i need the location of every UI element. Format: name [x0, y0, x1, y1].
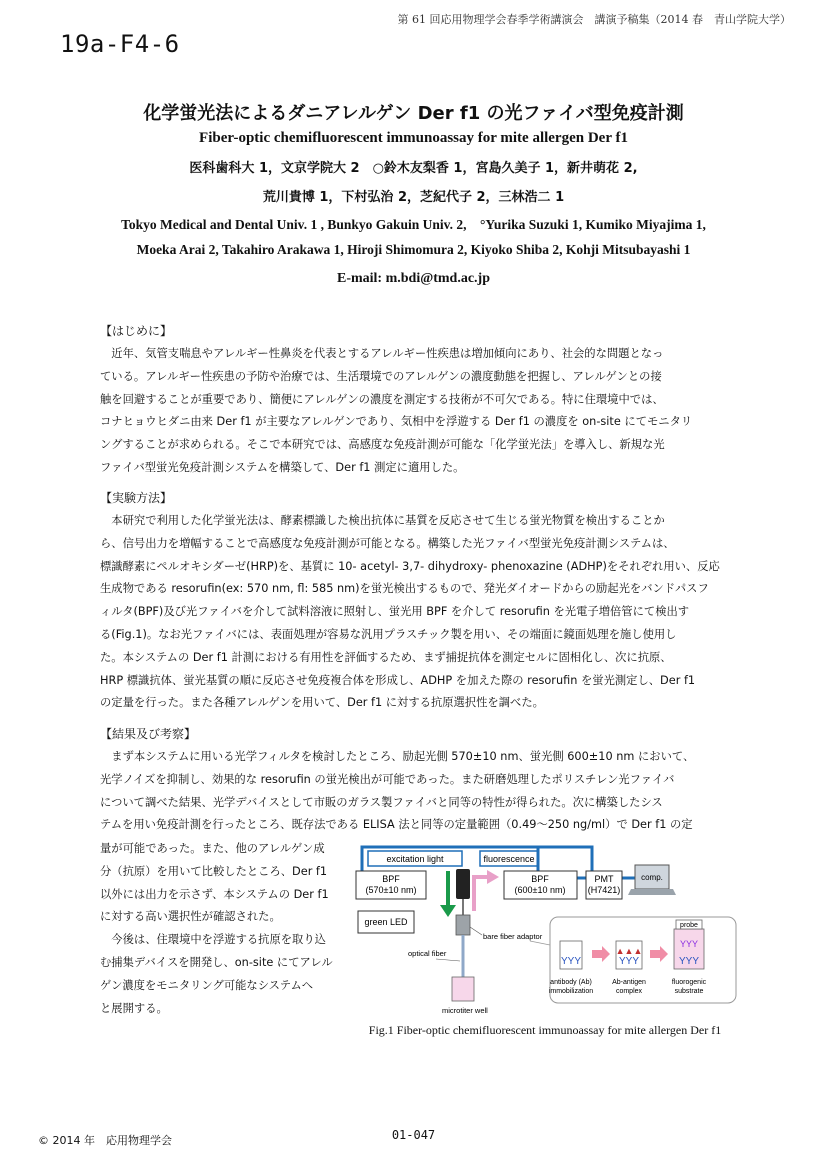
results-line: まず本システムに用いる光学フィルタを検討したところ、励起光側 570±10 nm、蛍光側 600±10 nm において、: [111, 750, 695, 763]
method-line: ら、信号出力を増幅することで高感度な免疫計測が可能となる。構築した光ファイバ型蛍光免疫計測システムは、: [100, 536, 675, 550]
method-line: の定量を行った。また各種アレルゲンを用いて、Der f1 に対する抗原選択性を調べた。: [100, 696, 544, 710]
bpf-emission-range: (600±10 nm): [514, 885, 566, 895]
fiber-leader: [436, 959, 460, 961]
pink-arrow-head: [487, 870, 499, 884]
results-heading: 【結果及び考察】: [100, 727, 197, 741]
system-diagram-figure: [354, 843, 739, 1023]
paper-id: 19a-F4-6: [60, 30, 180, 58]
adaptor-label: bare fiber adaptor: [483, 932, 543, 941]
results-line: テムを用い免疫計測を行ったところ、既存法である ELISA 法と同等の定量範囲（0.49～250 ng/ml）で Der f1 の定: [100, 818, 693, 832]
intro-line: 近年、気管支喘息やアレルギー性鼻炎を代表とするアレルギー性疾患は増加傾向にあり、社会的な問題となっ: [111, 347, 664, 360]
adaptor-leader: [470, 927, 482, 935]
authors-en-line1: Tokyo Medical and Dental Univ. 1 , Bunkyo Gakuin Univ. 2, °Yurika Suzuki 1, Kumiko Miyajima 1,: [121, 217, 706, 232]
optical-fiber-label: optical fiber: [408, 949, 447, 958]
conference-header: 第 61 回応用物理学会春季学術講演会 講演予稿集（2014 春 青山学院大学）: [397, 13, 791, 26]
bare-fiber-adaptor: [456, 915, 470, 935]
bpf-emission-label: BPF: [531, 874, 549, 884]
copyright: © 2014 年 応用物理学会: [38, 1134, 172, 1147]
system-diagram: [354, 843, 739, 1023]
title-japanese: 化学蛍光法によるダニアレルゲン Der f1 の光ファイバ型免疫計測: [143, 103, 684, 124]
microtiter-well-label: microtiter well: [442, 1006, 488, 1015]
authors-ja-line1: 医科歯科大 1，文京学院大 2 ○鈴木友梨香 1，宮島久美子 1，新井萌花 2,: [189, 161, 638, 176]
step3-label-2: substrate: [674, 988, 704, 995]
authors-ja-line2: 荒川貴博 1，下村弘治 2，芝紀代子 2，三林浩二 1: [262, 190, 565, 205]
antibody-y-icon: YYY: [560, 956, 582, 967]
intro-body: [100, 343, 730, 480]
page-number: 01-047: [391, 1128, 436, 1142]
substrate-y-icon: YYY: [678, 956, 700, 967]
title-english: Fiber-optic chemifluorescent immunoassay for mite allergen Der f1: [199, 130, 628, 146]
bpf-excitation-range: (570±10 nm): [365, 885, 417, 895]
computer-base: [628, 889, 676, 895]
method-line: 標識酵素にペルオキシダーゼ(HRP)を、基質に 10- acetyl- 3,7- dihydroxy- phenoxazine (ADHP)をそれぞれ用い、反応: [100, 559, 720, 573]
narrow-line: に対する高い選択性が確認された。: [100, 910, 281, 924]
microtiter-well: [452, 977, 474, 1001]
panel-connector: [530, 941, 550, 945]
bpf-excitation-label: BPF: [382, 874, 400, 884]
results-body: [100, 746, 730, 837]
fiber-coupler: [456, 869, 470, 899]
method-line: る(Fig.1)。なお光ファイバには、表面処理が容易な汎用プラスチック製を用い、その端面に鏡面処理を施し使用し: [100, 627, 677, 641]
authors-en-line2: Moeka Arai 2, Takahiro Arakawa 1, Hiroji Shimomura 2, Kiyoko Shiba 2, Kohji Mitsubayashi 1: [136, 242, 691, 257]
intro-heading: 【はじめに】: [100, 324, 173, 338]
narrow-line: 量が可能であった。また、他のアレルゲン成: [100, 842, 325, 855]
step1-label-2: immobilization: [548, 988, 594, 995]
pink-arrow-shaft: [474, 877, 489, 911]
pmt-label: PMT: [594, 874, 614, 884]
fluorescence-label: fluorescence: [483, 854, 535, 864]
complex-y-icon: YYY: [618, 956, 640, 967]
results-narrow-body: [100, 838, 350, 1020]
probe-label: probe: [680, 922, 698, 929]
method-line: HRP 標識抗体、蛍光基質の順に反応させ免疫複合体を形成し、ADHP を加えた際の resorufin を蛍光測定し、Der f1: [100, 673, 696, 687]
antigen-icon: ▲▲▲: [615, 946, 643, 956]
narrow-line: む捕集デバイスを開発し、on-site にてアレル: [100, 955, 333, 969]
narrow-line: と展開する。: [100, 1001, 168, 1015]
method-heading: 【実験方法】: [100, 491, 173, 505]
results-line: 光学ノイズを抑制し、効果的な resorufin の蛍光検出が可能であった。また研磨処理したポリスチレン光ファイバ: [100, 772, 675, 786]
step2-label-1: Ab-antigen: [612, 979, 646, 986]
intro-line: 触を回避することが重要であり、簡便にアレルゲンの濃度を測定する技術が不可欠である。特に住環境中では、: [100, 392, 664, 406]
step1-label-1: antibody (Ab): [550, 979, 592, 986]
narrow-line: 以外には出力を示さず、本システムの Der f1: [100, 887, 329, 901]
intro-line: ファイバ型蛍光免疫計測システムを構築して、Der f1 測定に適用した。: [100, 460, 465, 474]
method-line: 生成物である resorufin(ex: 570 nm, fl: 585 nm)を蛍光検出するもので、発光ダイオードからの励起光をバンドパスフ: [100, 582, 709, 596]
pmt-model: (H7421): [587, 885, 621, 895]
substrate-icon: YYY: [679, 939, 699, 949]
computer-label: comp.: [641, 873, 663, 882]
excitation-light-label: excitation light: [386, 854, 444, 864]
method-line: ィルタ(BPF)及び光ファイバを介して試料溶液に照射し、蛍光用 BPF を介して resorufin を光電子増倍管にて検出す: [100, 605, 690, 619]
intro-line: ている。アレルギー性疾患の予防や治療では、生活環境でのアレルゲンの濃度動態を把握し、アレルゲンとの接: [100, 369, 662, 383]
intro-line: ングすることが求められる。そこで本研究では、高感度な免疫計測が可能な「化学蛍光法」を導入し、新規な光: [100, 438, 665, 452]
narrow-line: 今後は、住環境中を浮遊する抗原を取り込: [100, 933, 326, 947]
results-line: について調べた結果、光学デバイスとして市販のガラス製ファイバと同等の特性が得られた。次に構築したシス: [100, 795, 663, 809]
method-body: [100, 510, 730, 715]
step3-label-1: fluorogenic: [671, 979, 707, 986]
figure-caption: Fig.1 Fiber-optic chemifluorescent immunoassay for mite allergen Der f1: [368, 1023, 722, 1037]
green-led-label: green LED: [364, 917, 408, 927]
method-line: 本研究で利用した化学蛍光法は、酵素標識した検出抗体に基質を反応させて生じる蛍光物質を検出することか: [111, 514, 665, 527]
author-email: E-mail: m.bdi@tmd.ac.jp: [336, 271, 491, 286]
narrow-line: 分（抗原）を用いて比較したところ、Der f1: [100, 864, 328, 878]
intro-line: コナヒョウヒダニ由来 Der f1 が主要なアレルゲンであり、気相中を浮遊する Der f1 の濃度を on-site にてモニタリ: [100, 415, 693, 429]
green-arrow-head: [440, 905, 456, 917]
method-line: た。本システムの Der f1 計測における有用性を評価するため、まず捕捉抗体を測定セルに固相化し、次に抗原、: [100, 650, 672, 664]
narrow-line: ゲン濃度をモニタリング可能なシステムへ: [100, 978, 314, 992]
step2-label-2: complex: [615, 988, 643, 995]
emission-fiber-path: [538, 847, 592, 873]
